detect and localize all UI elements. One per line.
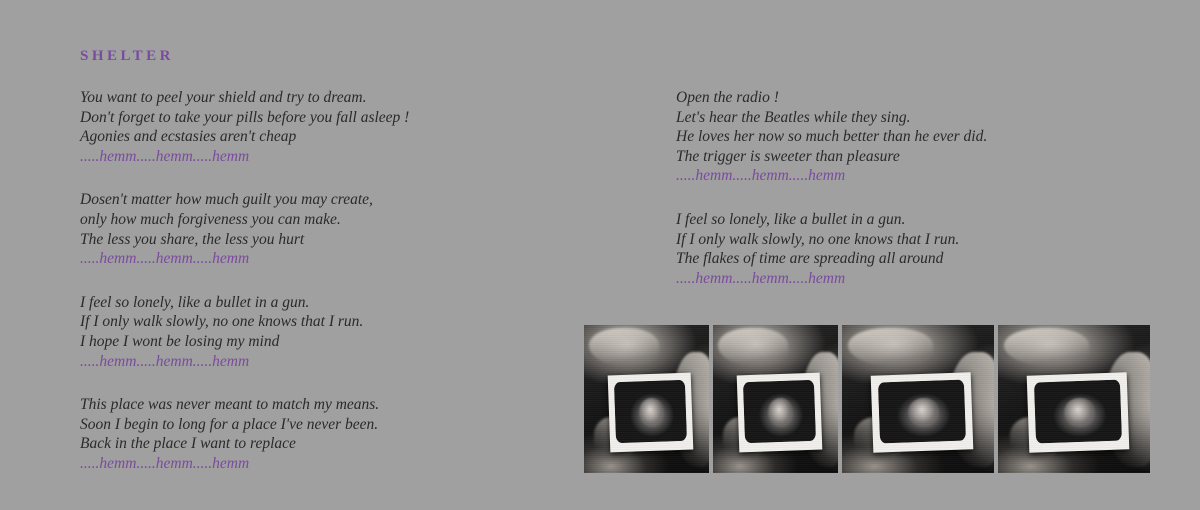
lyrics-stanza xyxy=(676,88,1136,186)
lyrics-line: Dosen't matter how much guilt you may create, xyxy=(80,191,373,209)
screen-figure xyxy=(1064,397,1096,427)
lyrics-line: Soon I begin to long for a place I've never been. xyxy=(80,415,379,433)
lyrics-line: If I only walk slowly, no one knows that I run. xyxy=(80,313,364,331)
lyrics-line: The flakes of time are spreading all around xyxy=(676,250,944,268)
lyrics-line: I feel so lonely, like a bullet in a gun. xyxy=(676,210,906,228)
lyrics-stanza xyxy=(80,190,560,268)
television-shape xyxy=(871,372,974,452)
television-shape xyxy=(608,372,693,452)
lyrics-line: If I only walk slowly, no one knows that I run. xyxy=(676,230,960,248)
television-screen xyxy=(614,380,687,443)
lyrics-line: I hope I wont be losing my mind xyxy=(80,332,280,350)
lyrics-stanza xyxy=(80,395,560,473)
lyrics-stanza xyxy=(676,210,1136,288)
lyrics-line: only how much forgiveness you can make. xyxy=(80,210,341,228)
lyrics-column-left xyxy=(80,88,560,474)
lyrics-refrain: .....hemm.....hemm.....hemm xyxy=(676,269,846,287)
lyrics-refrain: .....hemm.....hemm.....hemm xyxy=(80,250,250,268)
screen-figure xyxy=(638,397,665,427)
television-shape xyxy=(737,372,822,452)
page-title: SHELTER xyxy=(80,48,174,64)
photo-strip xyxy=(584,325,1200,473)
lyrics-refrain: .....hemm.....hemm.....hemm xyxy=(676,167,846,185)
lyrics-line: Open the radio ! xyxy=(676,89,779,106)
photo-frame xyxy=(584,325,709,473)
lyrics-line: I feel so lonely, like a bullet in a gun. xyxy=(80,293,310,311)
television-screen xyxy=(878,379,966,443)
photo-frame xyxy=(998,325,1150,473)
lyrics-column-right xyxy=(676,88,1136,288)
screen-figure xyxy=(767,397,794,427)
lyrics-line: The trigger is sweeter than pleasure xyxy=(676,147,900,165)
television-shape xyxy=(1027,372,1130,452)
lyrics-refrain: .....hemm.....hemm.....hemm xyxy=(80,454,250,472)
lyrics-stanza xyxy=(80,88,560,166)
photo-frame xyxy=(842,325,994,473)
lyrics-line: The less you share, the less you hurt xyxy=(80,230,305,248)
lyrics-line: Agonies and ecstasies aren't cheap xyxy=(80,128,297,146)
lyrics-line: Don't forget to take your pills before you fall asleep ! xyxy=(80,108,410,126)
lyrics-refrain: .....hemm.....hemm.....hemm xyxy=(80,352,250,370)
lyrics-stanza xyxy=(80,293,560,371)
lyrics-line: He loves her now so much better than he ever did. xyxy=(676,128,988,146)
photo-frame xyxy=(713,325,838,473)
lyrics-line: Back in the place I want to replace xyxy=(80,435,296,453)
lyrics-line: This place was never meant to match my means. xyxy=(80,396,380,414)
lyrics-line: You want to peel your shield and try to dream. xyxy=(80,89,367,106)
screen-figure xyxy=(908,397,940,427)
lyrics-line: Let's hear the Beatles while they sing. xyxy=(676,108,911,126)
television-screen xyxy=(743,380,816,443)
television-screen xyxy=(1034,379,1122,443)
lyrics-refrain: .....hemm.....hemm.....hemm xyxy=(80,147,250,165)
